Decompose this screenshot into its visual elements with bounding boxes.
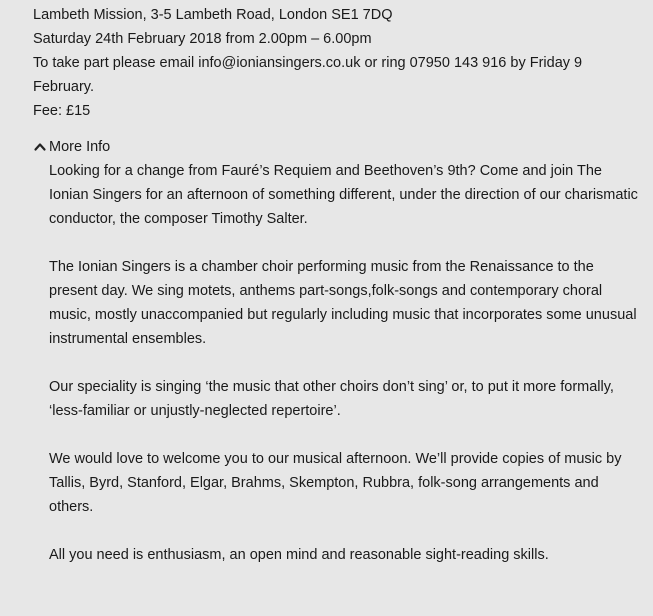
more-info-paragraph: All you need is enthusiasm, an open mind and reasonable sight-reading skills. (49, 547, 549, 563)
event-fee: Fee: £15 (33, 103, 91, 119)
more-info-label: More Info (49, 139, 111, 155)
event-details (33, 3, 643, 123)
more-info-paragraph: Looking for a change from Fauré’s Requiem and Beethoven’s 9th? Come and join The Ionian Singers for an afternoon of something different, under the direction of our charismatic conductor, the composer Timothy Salter. (49, 163, 638, 227)
chevron-up-icon (33, 138, 47, 152)
event-venue: Lambeth Mission, 3-5 Lambeth Road, London SE1 7DQ (33, 7, 393, 23)
more-info-paragraph: Our speciality is singing ‘the music that other choirs don’t sing’ or, to put it more formally, ‘less-familiar or unjustly-neglected repertoire’. (49, 379, 614, 419)
more-info-toggle[interactable] (33, 135, 643, 159)
more-info-body (33, 159, 643, 567)
more-info-paragraph: We would love to welcome you to our musical afternoon. We’ll provide copies of music by Tallis, Byrd, Stanford, Elgar, Brahms, Skempton, Rubbra, folk-song arrangements and others. (49, 451, 622, 515)
event-contact: To take part please email info@ioniansingers.co.uk or ring 07950 143 916 by Friday 9 February. (33, 55, 583, 95)
more-info-paragraph: The Ionian Singers is a chamber choir performing music from the Renaissance to the present day. We sing motets, anthems part-songs,folk-songs and contemporary choral music, mostly unaccompanied but regularly including music that incorporates some unusual instrumental ensembles. (49, 259, 637, 347)
event-datetime: Saturday 24th February 2018 from 2.00pm – 6.00pm (33, 31, 372, 47)
